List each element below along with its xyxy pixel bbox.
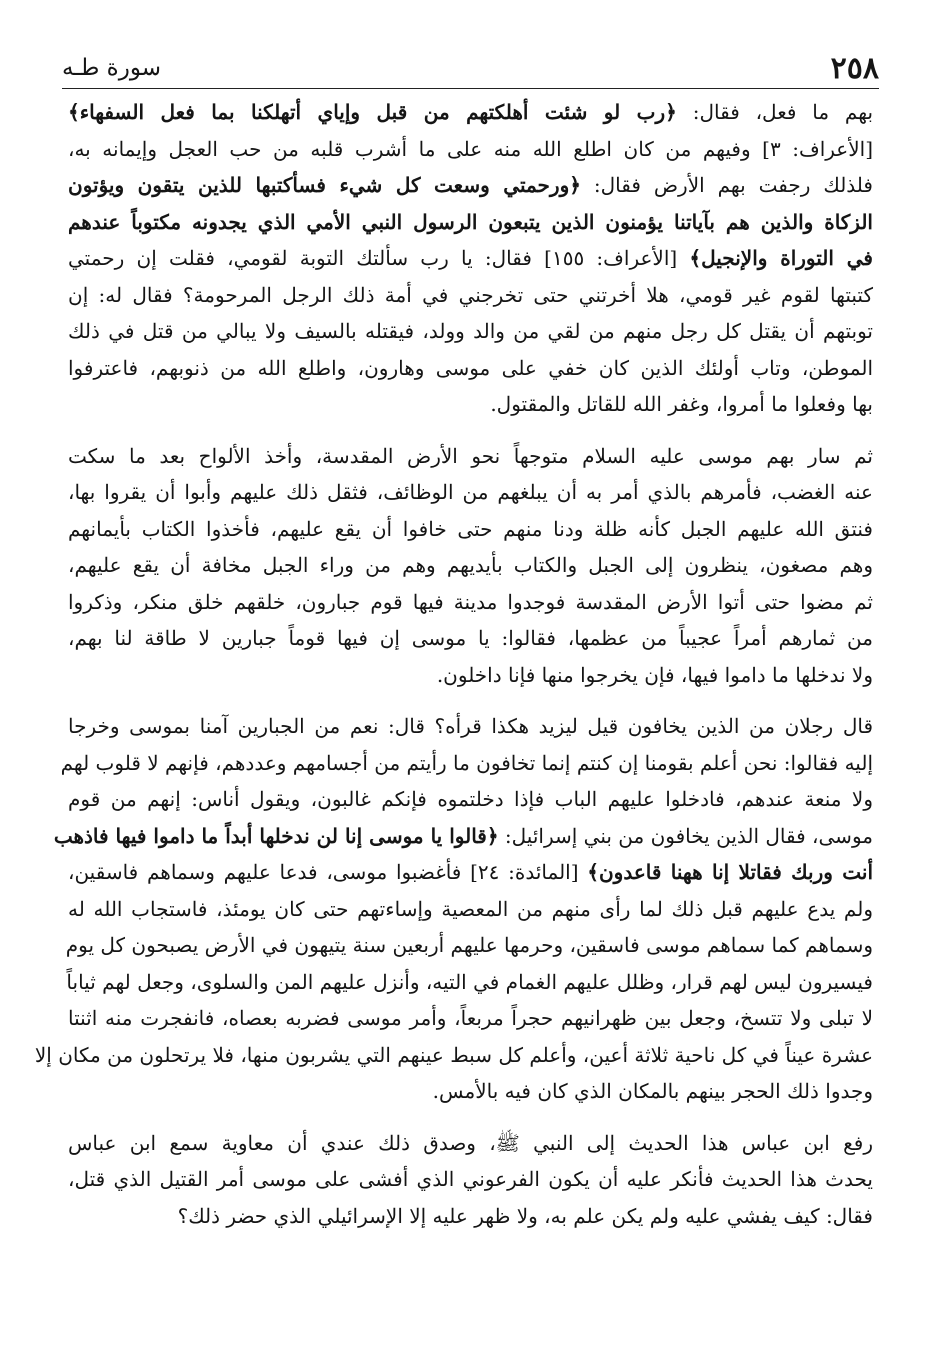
text-segment: فقال: كيف يفشي عليه ولم يكن علم به، ولا ظهر عليه إلا الإسرائيلي الذي حضر ذلك؟ <box>177 1203 873 1228</box>
text-line <box>68 204 873 241</box>
text-segment: الموطن، وتاب أولئك الذين كان خفي على موسى وهارون، واطلع الله من ذنوبهم، فاعترفوا <box>68 355 873 380</box>
text-line <box>68 511 873 548</box>
quran-quote: في التوراة والإنجيل﴾ <box>689 246 873 270</box>
text-line <box>68 131 873 168</box>
text-segment: بهم ما فعل، فقال: <box>676 100 874 124</box>
text-segment: [الأعراف: ١٥٥] فقال: يا رب سألتك التوبة لقومي، فقلت إن رحمتي <box>68 246 690 270</box>
text-line <box>68 1161 873 1198</box>
text-segment: وسماهم كما سماهم موسى فاسقين، وحرمها عليهم أربعين سنة يتيهون في الأرض يصبحون كل يوم <box>65 933 873 957</box>
quran-quote: الزكاة والذين هم بآياتنا يؤمنون الذين يتبعون الرسول النبي الأمي الذي يجدونه مكتوباً عندهم <box>68 209 873 234</box>
text-segment: موسى، فقال الذين يخافون من بني إسرائيل: <box>498 823 873 848</box>
text-line <box>68 854 873 891</box>
text-line <box>68 474 873 511</box>
text-segment: إليه فقالوا: نحن أعلم بقومنا إن كنتم إنما تخافون ما رأيتم من أجسامهم وعددهم، فإنهم لا قلوب لهم <box>60 750 873 775</box>
page-header <box>62 48 879 88</box>
quran-quote: ﴿رب لو شئت أهلكتهم من قبل وإياي أتهلكنا بما فعل السفهاء﴾ <box>68 100 677 124</box>
quran-quote: أنت وربك فقاتلا إنا ههنا قاعدون﴾ <box>587 860 874 884</box>
text-segment: ولا منعة عندهم، فادخلوا عليهم الباب فإذا دخلتموه فإنكم غالبون، ويقول أناس: إنهم من قوم <box>68 787 873 811</box>
text-segment: لا تبلى ولا تتسخ، وجعل بين ظهرانيهم حجراً مربعاً، وأمر موسى فضربه بعصاه، فانفجرت منه اثنتا <box>68 1006 873 1030</box>
text-line <box>65 927 873 964</box>
paragraph-gap <box>68 693 873 708</box>
text-segment: ولم يدع عليهم قبل ذلك لما رأى منهم من المعصية وإساءتهم حتى كان يومئذ، فاستجاب الله له <box>68 896 873 921</box>
text-segment: [الأعراف: ٣] وفيهم من كان اطلع الله منه على ما أشرب قلبه من حب العجل وإيمانه به، <box>68 136 873 161</box>
text-segment: توبتهم أن يقتل كل رجل منهم من لقي من والد وولد، فيقتله بالسيف ولا يبالي من قتل في ذلك <box>68 319 873 343</box>
text-line <box>68 584 873 621</box>
text-line <box>68 1198 873 1235</box>
quran-quote: ﴿قالوا يا موسى إنا لن ندخلها أبداً ما داموا فيها فاذهب <box>53 823 499 848</box>
text-line <box>68 657 873 694</box>
text-line <box>68 386 873 423</box>
text-segment: فلذلك رجفت بهم الأرض فقال: <box>580 173 873 197</box>
text-segment: قال رجلان من الذين يخافون قيل ليزيد هكذا قرأه؟ قال: نعم من الجبارين آمنا بموسى وخرجا <box>68 714 873 738</box>
text-segment: عشرة عيناً في كل ناحية ثلاثة أعين، وأعلم كل سبط عينهم التي يشربون منها، فلا يرتحلون من مكان إلا <box>34 1042 873 1067</box>
text-segment: يحدث هذا الحديث فأنكر عليه أن يكون الفرعوني الذي أفشى على موسى أمر القتيل الذي قتل، <box>68 1167 873 1191</box>
text-line <box>60 745 873 782</box>
text-segment: بها وفعلوا ما أمروا، وغفر الله للقاتل والمقتول. <box>490 392 873 416</box>
text-line <box>68 891 873 928</box>
text-segment: [المائدة: ٢٤] فأغضبوا موسى، فدعا عليهم وسماهم فاسقين، <box>68 860 588 884</box>
text-segment: عنه الغضب، فأمرهم بالذي أمر به أن يبلغهم من الوظائف، فثقل ذلك عليهم وأبوا أن يقروا بها، <box>68 480 873 504</box>
text-line <box>68 350 873 387</box>
text-line <box>68 708 873 745</box>
text-segment: فيسيرون ليس لهم قرار، وظلل عليهم الغمام في التيه، وأنزل عليهم المن والسلوى، وجعل لهم ثياباً <box>66 969 873 994</box>
text-line <box>68 1073 873 1110</box>
paragraph-gap <box>68 1110 873 1125</box>
text-line <box>68 240 873 277</box>
text-line <box>68 94 873 131</box>
body-text <box>34 94 874 1234</box>
text-segment: وجدوا ذلك الحجر بينهم بالمكان الذي كان فيه بالأمس. <box>432 1079 873 1103</box>
text-line <box>68 1125 873 1162</box>
text-segment: ثم سار بهم موسى عليه السلام متوجهاً نحو الأرض المقدسة، وأخذ الألواح بعد ما سكت <box>68 443 873 468</box>
text-segment: رفع ابن عباس هذا الحديث إلى النبي ﷺ، وصدق ذلك عندي أن معاوية سمع ابن عباس <box>68 1130 873 1155</box>
text-line <box>68 620 873 657</box>
text-line <box>68 438 873 475</box>
text-line <box>68 277 873 314</box>
text-segment: وهم مصغون، ينظرون إلى الجبل والكتاب بأيديهم وهم من وراء الجبل مخافة أن يقع عليهم، <box>68 553 873 577</box>
text-line <box>34 1037 873 1074</box>
text-line <box>68 547 873 584</box>
quran-quote: ﴿ورحمتي وسعت كل شيء فسأكتبها للذين يتقون ويؤتون <box>68 173 581 197</box>
text-line <box>68 781 873 818</box>
text-segment: كتبتها لقوم غير قومي، هلا أخرتني حتى تخرجني في أمة ذلك الرجل المرحومة؟ فقال له: إن <box>68 282 873 307</box>
text-line <box>68 1000 873 1037</box>
text-line <box>68 167 873 204</box>
header-divider <box>62 88 879 89</box>
text-segment: فنتق الله عليهم الجبل كأنه ظلة ودنا منهم حتى خافوا أن يقع عليهم، فأخذوا الكتاب بأيمانهم <box>68 516 873 541</box>
page-number: ٢٥٨ <box>830 50 879 86</box>
text-line <box>68 313 873 350</box>
running-title: سورة طـه <box>62 55 161 81</box>
text-segment: ولا ندخلها ما داموا فيها، فإن يخرجوا منها فإنا داخلون. <box>436 662 873 687</box>
paragraph-gap <box>68 423 873 438</box>
text-segment: من ثمارهم أمراً عجيباً من عظمها، فقالوا: يا موسى إن فيها قوماً جبارين لا طاقة لنا بهم، <box>68 626 873 650</box>
text-line <box>53 818 873 855</box>
text-line <box>68 964 873 1001</box>
text-segment: ثم مضوا حتى أتوا الأرض المقدسة فوجدوا مدينة فيها قوم جبارون، خلقهم خلق منكر، وذكروا <box>68 589 873 614</box>
